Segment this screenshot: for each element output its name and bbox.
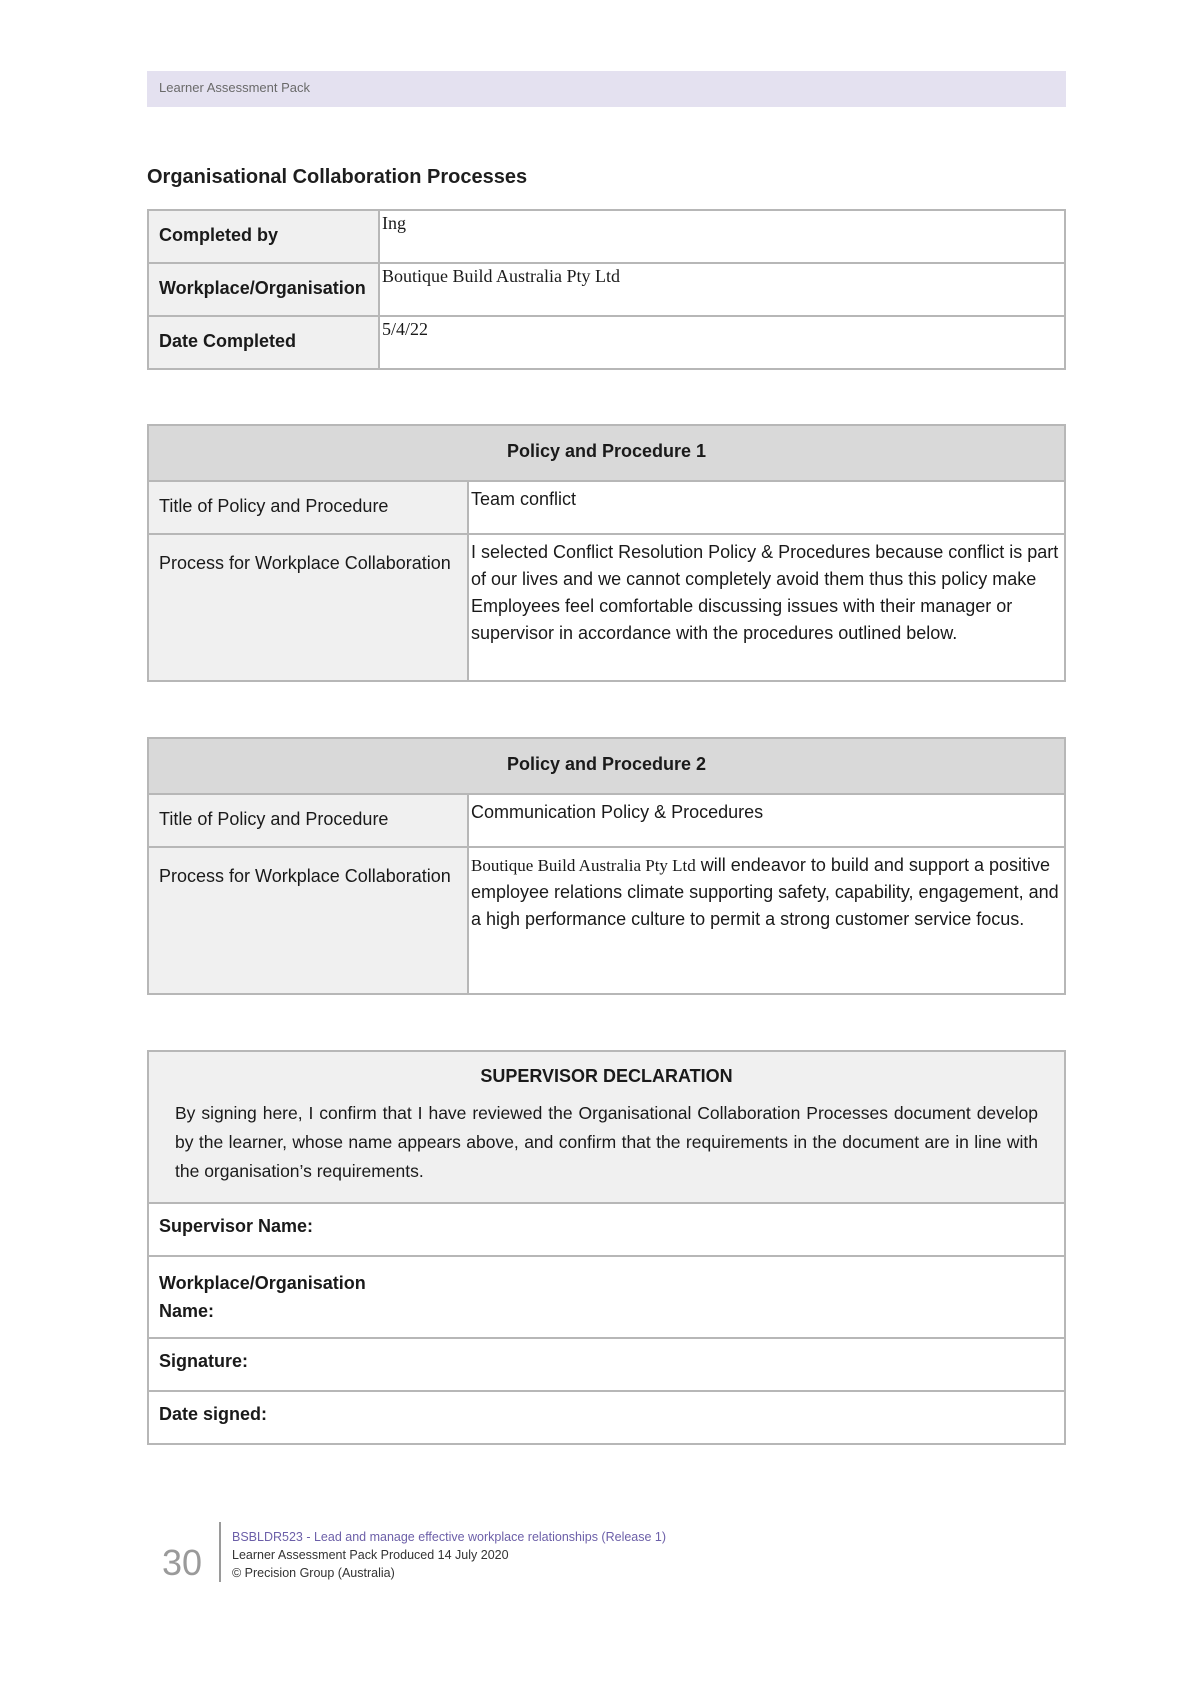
- declaration-header: [148, 1051, 1065, 1203]
- date-signed-field[interactable]: Date signed:: [148, 1391, 1065, 1444]
- policy2-heading: Policy and Procedure 2: [148, 738, 1065, 794]
- supervisor-workplace-field[interactable]: Workplace/Organisation Name:: [148, 1256, 1065, 1338]
- policy2-process-org-name: Boutique Build Australia Pty Ltd: [471, 856, 696, 875]
- page-title: Organisational Collaboration Processes: [147, 166, 528, 188]
- declaration-title: SUPERVISOR DECLARATION: [480, 1066, 733, 1086]
- header-band-text: Learner Assessment Pack: [159, 80, 311, 95]
- footer-copyright: © Precision Group (Australia): [232, 1566, 395, 1580]
- completed-by-value[interactable]: Ing: [379, 210, 1065, 263]
- policy2-process-text: will endeavor to build and support a positive employee relations climate supporting safety, capability, engagement, and a high performance culture to permit a strong customer service focus.: [471, 855, 1059, 929]
- supervisor-declaration-table: [147, 1050, 1066, 1445]
- date-completed-label: Date Completed: [148, 316, 379, 369]
- workplace-value[interactable]: Boutique Build Australia Pty Ltd: [379, 263, 1065, 316]
- info-row-date-completed: [148, 316, 1065, 369]
- footer-unit-title: BSBLDR523 - Lead and manage effective workplace relationships (Release 1): [232, 1530, 667, 1544]
- policy2-title-value[interactable]: Communication Policy & Procedures: [468, 794, 1065, 847]
- signature-field[interactable]: Signature:: [148, 1338, 1065, 1391]
- info-row-completed-by: [148, 210, 1065, 263]
- policy1-title-label: Title of Policy and Procedure: [148, 481, 468, 534]
- footer-divider: [219, 1522, 221, 1582]
- policy1-table: [147, 424, 1066, 682]
- policy2-table: [147, 737, 1066, 995]
- declaration-body: By signing here, I confirm that I have reviewed the Organisational Collaboration Processes document develop by the learner, whose name appears above, and confirm that the requirements in the document are in line with the organisation’s requirements.: [175, 1103, 1038, 1181]
- completed-by-label: Completed by: [148, 210, 379, 263]
- info-row-workplace: [148, 263, 1065, 316]
- policy2-title-label: Title of Policy and Procedure: [148, 794, 468, 847]
- info-table: [147, 209, 1066, 370]
- policy1-process-label: Process for Workplace Collaboration: [148, 534, 468, 681]
- policy2-process-label: Process for Workplace Collaboration: [148, 847, 468, 994]
- policy1-heading: Policy and Procedure 1: [148, 425, 1065, 481]
- policy2-process-value[interactable]: [468, 847, 1065, 994]
- supervisor-name-field[interactable]: Supervisor Name:: [148, 1203, 1065, 1256]
- header-band: [147, 71, 1066, 107]
- policy1-process-value[interactable]: I selected Conflict Resolution Policy & Procedures because conflict is part of our lives and we cannot completely avoid them thus this policy make Employees feel comfortable discussing issues with their manager or supervisor in accordance with the procedures outlined below.: [468, 534, 1065, 681]
- workplace-label: Workplace/Organisation: [148, 263, 379, 316]
- policy1-title-value[interactable]: Team conflict: [468, 481, 1065, 534]
- date-completed-value[interactable]: 5/4/22: [379, 316, 1065, 369]
- footer-text: [232, 1528, 932, 1582]
- page-number: 30: [162, 1542, 203, 1583]
- footer-produced: Learner Assessment Pack Produced 14 July 2020: [232, 1548, 509, 1562]
